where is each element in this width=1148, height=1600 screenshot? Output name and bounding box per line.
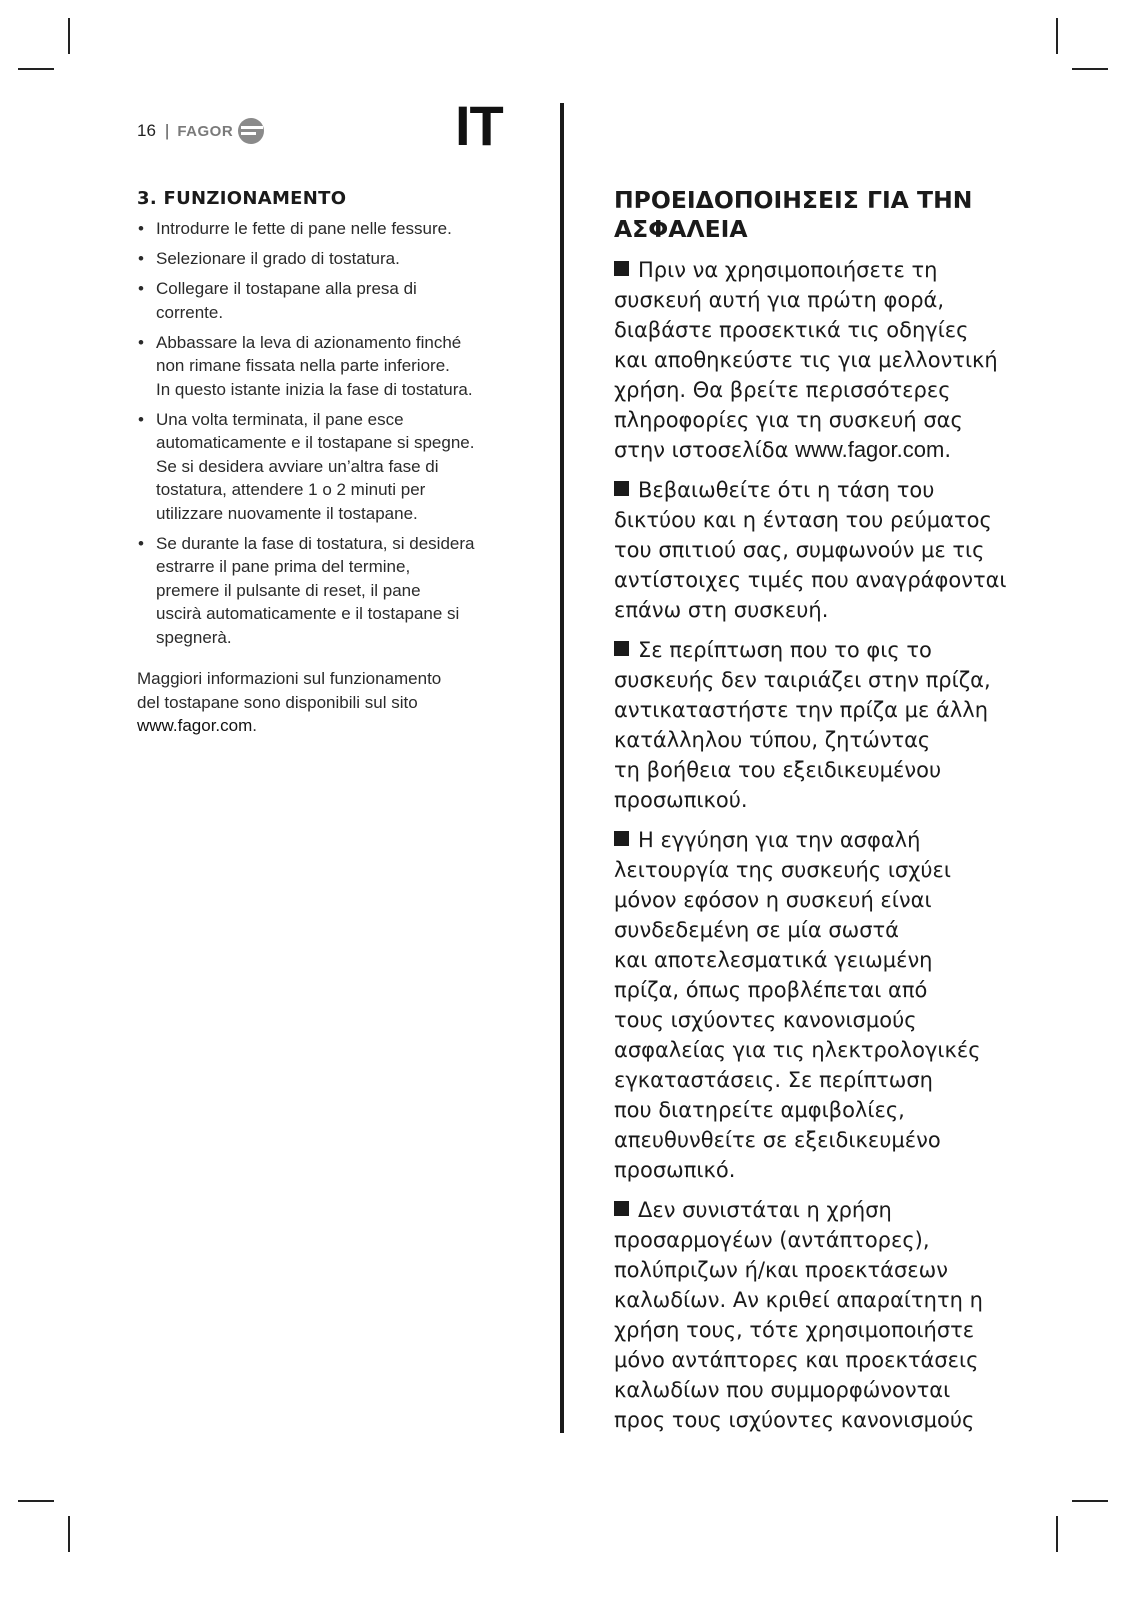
list-item xyxy=(137,217,522,241)
brand-name: FAGOR xyxy=(177,122,234,140)
paragraph-line: που διατηρείτε αμφιβολίες, xyxy=(614,1098,905,1122)
square-bullet-icon xyxy=(614,481,629,496)
paragraph-line: καλωδίων που συμμορφώνονται xyxy=(614,1378,951,1402)
paragraph-line: προσαρμογέων (αντάπτορες), xyxy=(614,1228,930,1252)
paragraph-line: πρίζα, όπως προβλέπεται από xyxy=(614,978,928,1002)
page-number: 16 xyxy=(137,121,156,140)
paragraph-line: del tostapane sono disponibili sul sito xyxy=(137,692,418,712)
paragraph-line: εγκαταστάσεις. Σε περίπτωση xyxy=(614,1068,933,1092)
paragraph-line: δικτύου και η ένταση του ρεύματος xyxy=(614,508,992,532)
list-item-line: premere il pulsante di reset, il pane xyxy=(156,580,421,600)
crop-mark xyxy=(18,1500,54,1502)
paragraph-line: αντικαταστήστε την πρίζα με άλλη xyxy=(614,698,989,722)
paragraph-line: επάνω στη συσκευή. xyxy=(614,598,829,622)
paragraph-line: χρήση τους, τότε χρησιμοποιήστε xyxy=(614,1318,975,1342)
list-item xyxy=(137,331,522,402)
line-text: Η εγγύηση για την ασφαλή xyxy=(638,828,921,852)
paragraph-line: και αποθηκεύστε τις για μελλοντική xyxy=(614,348,998,372)
crop-mark xyxy=(68,18,70,54)
paragraph-line: αντίστοιχες τιμές που αναγράφονται xyxy=(614,568,1007,592)
list-item xyxy=(137,532,522,650)
paragraph-line xyxy=(614,825,1034,855)
square-bullet-icon xyxy=(614,831,629,846)
list-item-line: In questo istante inizia la fase di tostatura. xyxy=(156,379,473,399)
list-item-line: • Collegare il tostapane alla presa di xyxy=(156,279,417,298)
more-info-paragraph xyxy=(137,667,522,738)
square-bullet-icon xyxy=(614,1201,629,1216)
list-item-line: spegnerà. xyxy=(156,627,232,647)
paragraph-line: λειτουργία της συσκευής ισχύει xyxy=(614,858,951,882)
safety-section xyxy=(614,186,1034,1445)
paragraph-line: μόνο αντάπτορες και προεκτάσεις xyxy=(614,1348,979,1372)
line-text: Πριν να χρησιμοποιήσετε τη xyxy=(638,258,938,282)
paragraph-line xyxy=(614,475,1034,505)
paragraph-line xyxy=(614,255,1034,285)
paragraph-line: τη βοήθεια του εξειδικευμένου xyxy=(614,758,942,782)
list-item xyxy=(137,247,522,271)
list-item-line: automaticamente e il tostapane si spegne. xyxy=(156,433,475,452)
list-item-line: • Introdurre le fette di pane nelle fessure. xyxy=(156,219,452,238)
paragraph-line: καλωδίων. Αν κριθεί απαραίτητη η xyxy=(614,1288,983,1312)
paragraph-line: του σπιτιού σας, συμφωνούν με τις xyxy=(614,538,985,562)
line-text: Δεν συνιστάται η χρήση xyxy=(638,1198,892,1222)
warning-paragraph xyxy=(614,475,1034,625)
paragraph-line: Maggiori informazioni sul funzionamento xyxy=(137,669,442,688)
paragraph-line: τους ισχύοντες κανονισμούς xyxy=(614,1008,917,1032)
paragraph-line: απευθυνθείτε σε εξειδικευμένο xyxy=(614,1128,941,1152)
list-item-line: • Una volta terminata, il pane esce xyxy=(156,409,404,429)
paragraph-line: προσωπικού. xyxy=(614,788,748,812)
section-title xyxy=(614,186,1034,244)
punctuation: . xyxy=(252,716,257,735)
paragraph-line: προσωπικό. xyxy=(614,1158,736,1182)
fagor-logo-icon xyxy=(237,117,265,145)
list-item-line: Se si desidera avviare un’altra fase di xyxy=(156,456,439,476)
paragraph-line: μόνον εφόσον η συσκευή είναι xyxy=(614,888,932,912)
paragraph-line: ασφαλείας για τις ηλεκτρολογικές xyxy=(614,1038,981,1062)
page-header xyxy=(137,118,265,144)
crop-mark xyxy=(1072,1500,1108,1502)
language-code: IT xyxy=(455,94,503,157)
header-separator: | xyxy=(164,121,170,140)
paragraph-line: προς τους ισχύοντες κανονισμούς xyxy=(614,1408,975,1432)
list-item-line: utilizzare nuovamente il tostapane. xyxy=(156,503,418,523)
list-item-line: • Se durante la fase di tostatura, si desidera xyxy=(156,533,475,553)
paragraph-line: και αποτελεσματικά γειωμένη xyxy=(614,948,933,972)
paragraph-line: κατάλληλου τύπου, ζητώντας xyxy=(614,728,931,752)
title-line: ΠΡΟΕΙΔΟΠΟΙΗΣΕΙΣ ΓΙΑ ΤΗΝ xyxy=(614,186,973,214)
paragraph-line: συσκευή αυτή για πρώτη φορά, xyxy=(614,288,945,312)
warning-paragraph xyxy=(614,255,1034,465)
paragraph-line: πληροφορίες για τη συσκευή σας xyxy=(614,408,963,432)
list-item xyxy=(137,277,522,324)
list-item-line: uscirà automaticamente e il tostapane si xyxy=(156,604,460,623)
paragraph-line: διαβάστε προσεκτικά τις οδηγίες xyxy=(614,318,969,342)
crop-mark xyxy=(18,68,54,70)
column-divider xyxy=(560,103,564,1433)
list-item-line: corrente. xyxy=(156,302,224,322)
list-item-line: • Abbassare la leva di azionamento finché xyxy=(156,332,462,352)
warning-paragraph xyxy=(614,825,1034,1185)
square-bullet-icon xyxy=(614,261,629,276)
list-item-line: non rimane fissata nella parte inferiore. xyxy=(156,356,450,375)
crop-mark xyxy=(1072,68,1108,70)
crop-mark xyxy=(1056,18,1058,54)
list-item-line: • Selezionare il grado di tostatura. xyxy=(156,249,400,268)
operation-section xyxy=(137,188,522,738)
list-item-line: tostatura, attendere 1 o 2 minuti per xyxy=(156,480,426,499)
line-text: Σε περίπτωση που το φις το xyxy=(638,638,932,662)
square-bullet-icon xyxy=(614,641,629,656)
website-link[interactable]: www.fagor.com xyxy=(795,437,945,462)
operation-list xyxy=(137,217,522,649)
paragraph-line: πολύπριζων ή/και προεκτάσεων xyxy=(614,1258,948,1282)
line-text: Βεβαιωθείτε ότι η τάση του xyxy=(638,478,935,502)
paragraph-line xyxy=(137,714,522,738)
website-link[interactable]: www.fagor.com xyxy=(137,716,253,735)
punctuation: . xyxy=(944,438,951,462)
line-text: στην ιστοσελίδα xyxy=(614,438,796,462)
title-line: ΑΣΦΑΛΕΙΑ xyxy=(614,215,748,243)
crop-mark xyxy=(68,1516,70,1552)
warning-paragraph xyxy=(614,635,1034,815)
list-item-line: estrarre il pane prima del termine, xyxy=(156,557,411,576)
paragraph-line xyxy=(614,435,1034,465)
paragraph-line: συσκευής δεν ταιριάζει στην πρίζα, xyxy=(614,668,991,692)
paragraph-line: χρήση. Θα βρείτε περισσότερες xyxy=(614,378,951,402)
paragraph-line: συνδεδεμένη σε μία σωστά xyxy=(614,918,900,942)
list-item xyxy=(137,408,522,526)
warning-paragraph xyxy=(614,1195,1034,1435)
crop-mark xyxy=(1056,1516,1058,1552)
paragraph-line xyxy=(614,635,1034,665)
paragraph-line xyxy=(614,1195,1034,1225)
section-title: 3. FUNZIONAMENTO xyxy=(137,188,347,209)
